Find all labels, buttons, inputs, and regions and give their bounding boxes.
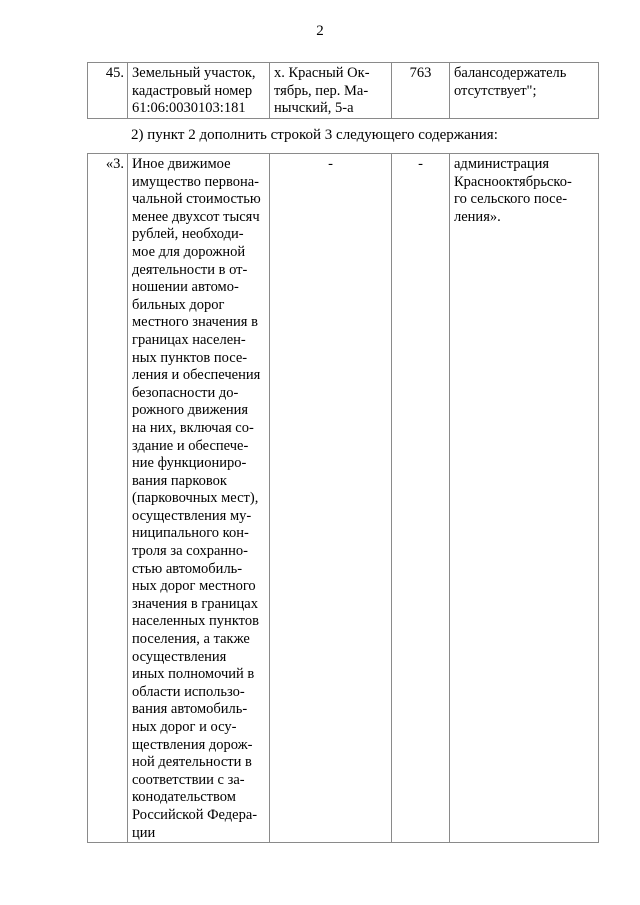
property-value: - bbox=[392, 154, 450, 843]
text-line: троля за сохранно- bbox=[132, 543, 248, 560]
text-line: стью автомобиль- bbox=[132, 560, 243, 577]
text-line: (парковочных мест), bbox=[132, 490, 259, 507]
property-name bbox=[128, 63, 270, 119]
text-line: на них, включая со- bbox=[132, 419, 254, 436]
property-address: - bbox=[270, 154, 392, 843]
text-line: ниципального кон- bbox=[132, 525, 249, 542]
table-row bbox=[88, 63, 599, 119]
text-line: рожного движения bbox=[132, 402, 249, 419]
text-line: тябрь, пер. Ма- bbox=[274, 82, 369, 99]
text-line: ных дорог местного bbox=[132, 578, 256, 595]
table-row bbox=[88, 154, 599, 843]
text-line: балансодержатель bbox=[454, 65, 567, 81]
text-line: бильных дорог bbox=[132, 296, 225, 313]
text-line: границах населен- bbox=[132, 331, 246, 348]
property-table bbox=[87, 153, 599, 843]
text-line: чальной стоимостью bbox=[132, 191, 261, 208]
property-table bbox=[87, 62, 599, 119]
text-line: ных пунктов посе- bbox=[132, 349, 248, 366]
text-line: кадастровый номер bbox=[132, 82, 253, 99]
page-number: 2 bbox=[316, 23, 324, 39]
text-line: осуществления bbox=[132, 648, 227, 665]
text-line: х. Красный Ок- bbox=[274, 65, 370, 81]
instruction-text: 2) пункт 2 дополнить строкой 3 следующего содержания: bbox=[131, 127, 498, 143]
property-name bbox=[128, 154, 270, 843]
text-line: населенных пунктов bbox=[132, 613, 259, 630]
text-line: ных дорог и осу- bbox=[132, 719, 237, 735]
text-line: имущество первона- bbox=[132, 173, 260, 190]
text-line: иных полномочий в bbox=[132, 666, 255, 683]
text-line: ношении автомо- bbox=[132, 279, 239, 296]
text-line: значения в границах bbox=[132, 595, 258, 612]
text-line: ления и обеспечения bbox=[132, 367, 261, 384]
text-line: ления». bbox=[454, 208, 501, 225]
text-line: ние функциониро- bbox=[132, 455, 247, 472]
text-line: отсутствует"; bbox=[454, 82, 537, 99]
property-holder bbox=[450, 63, 599, 119]
property-holder bbox=[450, 154, 599, 843]
text-line: ществления дорож- bbox=[132, 736, 253, 753]
property-address bbox=[270, 63, 392, 119]
text-line: безопасности до- bbox=[132, 384, 239, 401]
row-number: 45. bbox=[88, 63, 128, 119]
text-line: конодательством bbox=[132, 789, 236, 806]
text-line: местного значения в bbox=[132, 314, 258, 331]
text-line: ной деятельности в bbox=[132, 754, 252, 771]
row-number: «3. bbox=[88, 154, 128, 843]
text-line: соответствии с за- bbox=[132, 771, 245, 788]
text-line: поселения, а также bbox=[132, 631, 250, 648]
text-line: администрация bbox=[454, 156, 550, 172]
text-line: го сельского посе- bbox=[454, 191, 568, 208]
text-line: деятельности в от- bbox=[132, 261, 248, 278]
text-line: вания парковок bbox=[132, 472, 227, 489]
text-line: Краснооктябрьско- bbox=[454, 173, 572, 190]
property-value: 763 bbox=[392, 63, 450, 119]
text-line: Земельный участок, bbox=[132, 65, 256, 81]
text-line: нычский, 5-а bbox=[274, 100, 354, 117]
text-line: вания автомобиль- bbox=[132, 701, 248, 718]
text-line: Российской Федера- bbox=[132, 806, 258, 823]
text-line: Иное движимое bbox=[132, 156, 231, 172]
text-line: менее двухсот тысяч bbox=[132, 208, 260, 225]
text-line: мое для дорожной bbox=[132, 243, 246, 260]
text-line: области использо- bbox=[132, 683, 245, 700]
text-line: ции bbox=[132, 824, 156, 841]
text-line: здание и обеспече- bbox=[132, 437, 249, 454]
text-line: рублей, необходи- bbox=[132, 226, 244, 243]
text-line: 61:06:0030103:181 bbox=[132, 100, 246, 117]
text-line: осуществления му- bbox=[132, 507, 252, 524]
